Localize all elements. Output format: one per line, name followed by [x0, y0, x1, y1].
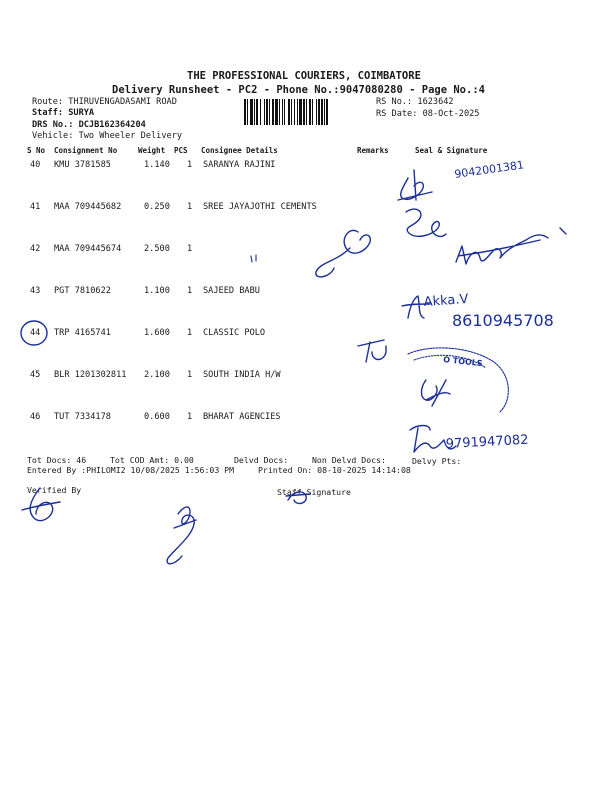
tot-docs: Tot Docs: 46	[27, 455, 87, 465]
row-weight: 2.100	[144, 370, 170, 380]
row-weight: 0.600	[144, 412, 170, 422]
row-consignee: BHARAT AGENCIES	[203, 412, 281, 422]
row-consignee: SOUTH INDIA H/W	[203, 370, 281, 380]
col-seal-signature: Seal & Signature	[415, 146, 488, 155]
staff-signature-left	[167, 507, 196, 564]
printed-on: Printed On: 08-10-2025 14:14:08	[258, 465, 411, 475]
entered-by: Entered By :PHILOMI2 10/08/2025 1:56:03 PM	[27, 465, 235, 475]
col-consignee: Consignee Details	[201, 146, 278, 155]
stamp-text: O TOOLS	[442, 355, 484, 369]
company-name: THE PROFESSIONAL COURIERS, COIMBATORE	[187, 70, 421, 82]
runsheet-title: Delivery Runsheet - PC2 - Phone No.:9047080280 - Page No.:4	[112, 84, 485, 96]
row-sno: 44	[30, 328, 41, 338]
row-consignee: SAJEED BABU	[203, 286, 260, 296]
row-sno: 41	[30, 202, 41, 212]
verified-by: Verified By	[27, 485, 82, 495]
row-consignee: SREE JAYAJOTHI CEMENTS	[203, 202, 317, 212]
row-pcs: 1	[187, 286, 193, 296]
row-pcs: 1	[187, 370, 193, 380]
col-remarks: Remarks	[357, 146, 389, 155]
handwritten-phone-43: 8610945708	[452, 311, 554, 330]
row-consignment: TUT 7334178	[54, 412, 111, 422]
delvd-docs: Delvd Docs:	[234, 455, 289, 465]
row-weight: 1.600	[144, 328, 170, 338]
row-consignment: PGT 7810622	[54, 286, 111, 296]
row-weight: 2.500	[144, 244, 170, 254]
row-sno: 43	[30, 286, 41, 296]
row-sno: 46	[30, 412, 41, 422]
row-consignment: MAA 709445674	[54, 244, 122, 254]
vehicle-label: Vehicle: Two Wheeler Delivery	[32, 131, 183, 141]
verified-by-signature	[22, 488, 60, 521]
row-consignee: CLASSIC POLO	[203, 328, 266, 338]
col-sno: S No	[27, 146, 46, 155]
signature-row-45	[422, 380, 451, 406]
staff-label: Staff: SURYA	[32, 108, 95, 118]
col-consignment: Consignment No	[54, 146, 118, 155]
tick-marks	[251, 255, 256, 262]
row-pcs: 1	[187, 202, 193, 212]
handwritten-phone-40: 9042001381	[453, 158, 525, 181]
seal-stamp	[408, 348, 508, 412]
circle-mark-44	[21, 321, 47, 345]
signature-row-42	[456, 228, 566, 264]
row-sno: 42	[30, 244, 41, 254]
row-consignment: MAA 709445682	[54, 202, 122, 212]
rs-date: RS Date: 08-Oct-2025	[376, 109, 480, 119]
handwritten-name-43: Akka.V	[423, 291, 469, 310]
rs-number: RS No.: 1623642	[376, 97, 454, 107]
row-consignee: SARANYA RAJINI	[203, 160, 276, 170]
col-weight: Weight	[138, 146, 166, 155]
row-weight: 1.100	[144, 286, 170, 296]
tu-mark	[358, 340, 386, 362]
row-consignment: TRP 4165741	[54, 328, 111, 338]
staff-signature-label: Staff Signature	[277, 487, 351, 497]
row-pcs: 1	[187, 160, 193, 170]
row-weight: 0.250	[144, 202, 170, 212]
row-sno: 45	[30, 370, 41, 380]
row-pcs: 1	[187, 328, 193, 338]
row-sno: 40	[30, 160, 41, 170]
tot-cod-amt: Tot COD Amt: 0.00	[110, 455, 194, 465]
signature-row-40	[398, 170, 432, 200]
col-pcs: PCS	[174, 146, 188, 155]
route-label: Route: THIRUVENGADASAMI ROAD	[32, 97, 177, 107]
row-consignment: KMU 3781585	[54, 160, 111, 170]
staff-signature-mark	[286, 492, 310, 504]
row-pcs: 1	[187, 412, 193, 422]
delvy-pts: Delvy Pts:	[412, 456, 462, 466]
row-consignment: BLR 1201302811	[54, 370, 127, 380]
drs-number: DRS No.: DCJB162364204	[32, 120, 146, 130]
handwritten-phone-46: 9791947082	[445, 432, 529, 452]
signature-row-41	[316, 209, 446, 277]
row-pcs: 1	[187, 244, 193, 254]
non-delvd-docs: Non Delvd Docs:	[312, 455, 386, 465]
row-weight: 1.140	[144, 160, 170, 170]
